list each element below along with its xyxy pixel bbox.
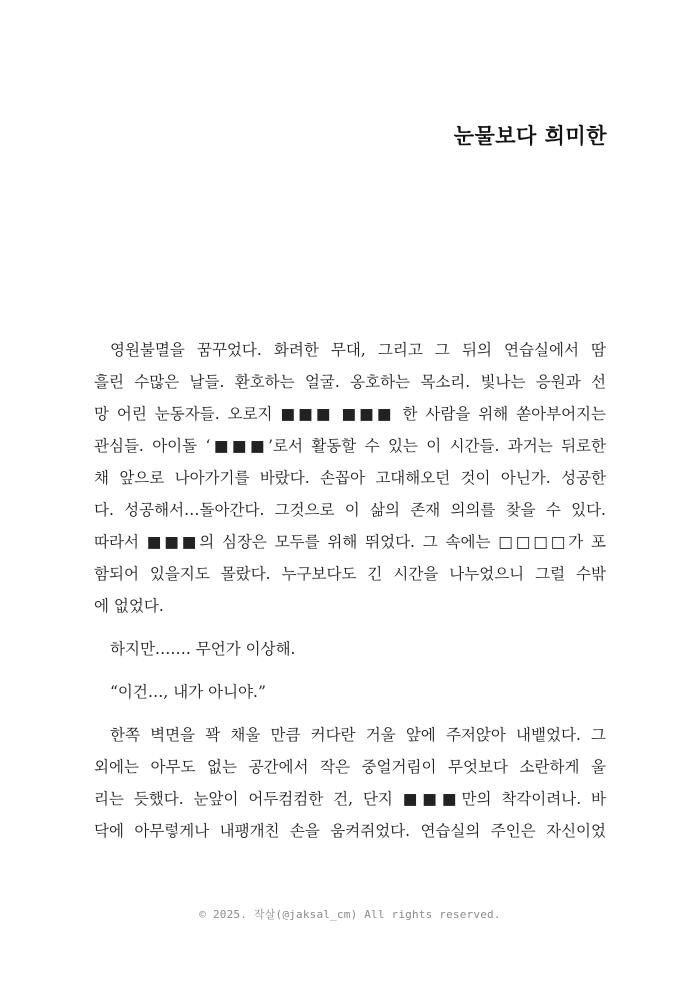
text-line: 닥에 아무렇게나 내팽개친 손을 움켜쥐었다. 연습실의 주인은 자신이었	[94, 822, 606, 840]
text-line: 망 어린 눈동자들. 오로지 ■■■ ■■■ 한 사람을 위해 쏟아부어지는	[94, 405, 606, 423]
text-line: 영원불멸을 꿈꾸었다. 화려한 무대, 그리고 그 뒤의 연습실에서 땀	[110, 341, 606, 359]
paragraph-3	[94, 676, 606, 708]
text-line: “이건…, 내가 아니야.”	[110, 683, 266, 701]
text-line: 함되어 있을지도 몰랐다. 누구보다도 긴 시간을 나누었으니 그럴 수밖	[94, 565, 606, 583]
text-line: 외에는 아무도 없는 공간에서 작은 중얼거림이 무엇보다 소란하게 울	[94, 758, 606, 776]
text-line: 리는 듯했다. 눈앞이 어두컴컴한 건, 단지 ■■■만의 착각이려나. 바	[94, 790, 606, 808]
text-line: 관심들. 아이돌 ‘■■■’로서 활동할 수 있는 이 시간들. 과거는 뒤로한	[94, 437, 606, 455]
text-line: 하지만……. 무언가 이상해.	[110, 640, 296, 658]
text-line: 에 없었다.	[94, 597, 164, 615]
page-title: 눈물보다 희미한	[453, 124, 607, 148]
text-line: 따라서 ■■■의 심장은 모두를 위해 뛰었다. 그 속에는 □□□□가 포	[94, 533, 606, 551]
text-line: 채 앞으로 나아가기를 바랐다. 손꼽아 고대해오던 것이 아닌가. 성공한	[94, 469, 606, 487]
body-text	[94, 334, 606, 858]
text-line: 한쪽 벽면을 꽉 채울 만큼 커다란 거울 앞에 주저앉아 내뱉었다. 그	[110, 726, 606, 744]
paragraph-4	[94, 719, 606, 847]
paragraph-1	[94, 334, 606, 622]
copyright-footer: © 2025. 작살(@jaksal_cm) All rights reserved.	[199, 908, 501, 921]
text-line: 흘린 수많은 날들. 환호하는 얼굴. 옹호하는 목소리. 빛나는 응원과 선	[94, 373, 606, 391]
paragraph-2	[94, 633, 606, 665]
text-line: 다. 성공해서…돌아간다. 그것으로 이 삶의 존재 의의를 찾을 수 있다.	[94, 501, 606, 519]
